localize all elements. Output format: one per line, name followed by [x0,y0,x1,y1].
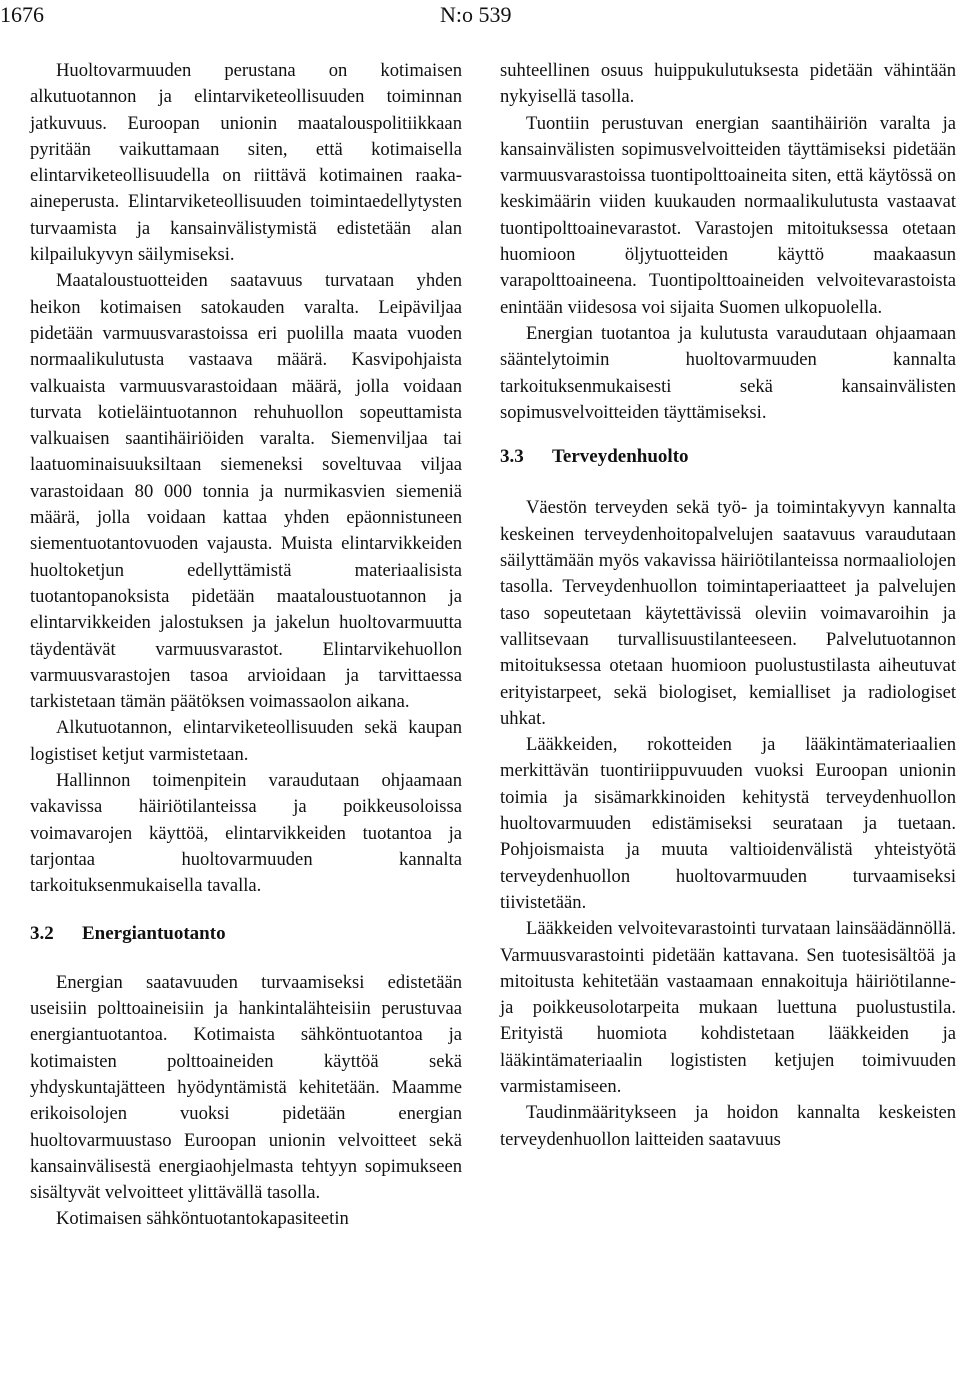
paragraph: Väestön terveyden sekä työ- ja toimintakyvyn kannalta keskeinen terveydenhoitopalvelujen saatavuus varaudutaan säilyttämään myös vakavissa häiriötilanteissa normaaliolojen tasolla. Terveydenhuollon toimintaperiaatteet ja palvelujen taso sopeutetaan käytettävissä oleviin voimavaroihin ja vallitsevaan turvallisuustilanteeseen. Palvelutuotannon mitoituksessa otetaan huomioon puolustustilasta aiheutuvat erityistarpeet, sekä biologiset, kemialliset ja radiologiset uhkat. [500,497,956,729]
paragraph: Taudinmääritykseen ja hoidon kannalta keskeisten terveydenhuollon laitteiden saatavuus [500,1102,956,1150]
paragraph: Energian tuotantoa ja kulutusta varaudutaan ohjaamaan sääntelytoimin huoltovarmuuden kannalta tarkoituksenmukaisesti sekä kansainvälisten sopimusvelvoitteiden täyttämiseksi. [500,322,956,423]
page-number: 1676 [0,2,44,27]
section-heading [30,921,462,947]
paragraph: suhteellinen osuus huippukulutuksesta pidetään vähintään nykyisellä tasolla. [500,60,956,108]
paragraph: Kotimaisen sähköntuotantokapasiteetin [56,1208,349,1230]
right-column [500,58,956,1153]
paragraph: Lääkkeiden velvoitevarastointi turvataan lainsäädännöllä. Varmuusvarastointi pidetään kattavana. Sen tuotesisältöä ja mitoitusta kehitetään vastaamaan ennakoituja häiriötilanne- ja poikkeusolotarpeita mukaan luettuna puolustustila. Erityistä huomiota kohdistetaan lääkkeiden ja lääkintämateriaalin logististen ketjujen toimivuuden varmistamiseen. [500,918,956,1097]
section-number: 3.2 [30,922,54,944]
paragraph: Huoltovarmuuden perustana on kotimaisen alkutuotannon ja elintarviketeollisuuden toiminnan jatkuvuus. Euroopan unionin maatalouspolitiikkaan pyritään vaikuttamaan siten, että kotimaisella elintarviketeollisuudella on riittävä kotimainen raaka-aineperusta. Elintarviketeollisuuden toimintaedellytysten turvaamista ja kansainvälistymistä edistetään alan kilpailukyvyn säilymiseksi. [30,60,462,266]
section-title: Terveydenhuolto [552,446,689,468]
section-title: Energiantuotanto [82,922,226,944]
paragraph: Energian saatavuuden turvaamiseksi edistetään useisiin polttoaineisiin ja hankintalähteisiin perustuvaa energiantuotantoa. Kotimaista sähköntuotantoa ja kotimaisten polttoaineiden käyttöä sekä yhdyskuntajätteen hyödyntämistä kehitetään. Maamme erikoisolojen vuoksi pidetään energian huoltovarmuustaso Euroopan unionin velvoitteet sekä kansainvälisestä energiaohjelmasta tehtyyn sopimukseen sisältyvät velvoitteet ylittävällä tasolla. [30,971,462,1204]
document-number: N:o 539 [440,2,512,27]
page-header [0,2,960,32]
left-column [30,58,462,1233]
paragraph: Tuontiin perustuvan energian saantihäiriön varalta ja kansainvälisten sopimusvelvoitteiden täyttämiseksi pidetään varmuusvarastoissa tuontipolttoaineita siten, että käytössä on keskimäärin viiden kuukauden normaalikulutusta vastaavat tuontipolttoainevarastot. Varastojen mitoituksessa otetaan huomioon öljytuotteiden käyttö maakaasun varapolttoaineena. Tuontipolttoaineiden velvoitevarastoista enintään viidesosa voi sijaita Suomen ulkopuolella. [500,112,956,318]
paragraph: Maataloustuotteiden saatavuus turvataan yhden heikon kotimaisen satokauden varalta. Leipäviljaa pidetään varmuusvarastoissa eri puolilla maata vuoden normaalikulutusta vastaava määrä. Kasvipohjaista valkuaista varmuusvarastoidaan määrä, jolla voidaan turvata kotieläintuotannon rehuhuollon sopeuttamista valkuaisen saantihäiriöiden varalta. Siemenviljaa tai laatuominaisuuksiltaan siemeneksi soveltuvaa viljaa varastoidaan 80 000 tonnia ja nurmikasvien siemeniä määrä, jolla voidaan kattaa yhden epäonnistuneen siementuotantovuoden vajausta. Muista elintarvikkeiden huoltoketjun edellyttämistä materiaalisista tuotantopanoksista pidetään maataloustuotannon ja elintarvikkeiden jalostuksen ja jakelun huoltovarmuutta täydentävät varmuusvarastot. Elintarvikehuollon varmuusvarastojen tasoa arvioidaan ja tarvittaessa tarkistetaan tämän päätöksen voimassaolon aikana. [30,270,462,713]
paragraph: Alkutuotannon, elintarviketeollisuuden sekä kaupan logistiset ketjut varmistetaan. [30,717,462,765]
paragraph: Lääkkeiden, rokotteiden ja lääkintämateriaalien merkittävän tuontiriippuvuuden vuoksi Euroopan unionin toimia ja sisämarkkinoiden kehitystä terveydenhuollon huoltovarmuuden edistämiseksi seurataan ja tuetaan. Pohjoismaista ja muuta valtioidenvälistä yhteistyötä terveydenhuollon huoltovarmuuden turvaamiseksi tiivistetään. [500,734,956,913]
section-number: 3.3 [500,446,524,468]
paragraph: Hallinnon toimenpitein varaudutaan ohjaamaan vakavissa häiriötilanteissa ja poikkeusoloissa voimavarojen käyttöä, elintarvikkeiden tuotantoa ja tarjontaa huoltovarmuuden kannalta tarkoituksenmukaisella tavalla. [30,770,462,897]
section-heading [500,444,956,470]
